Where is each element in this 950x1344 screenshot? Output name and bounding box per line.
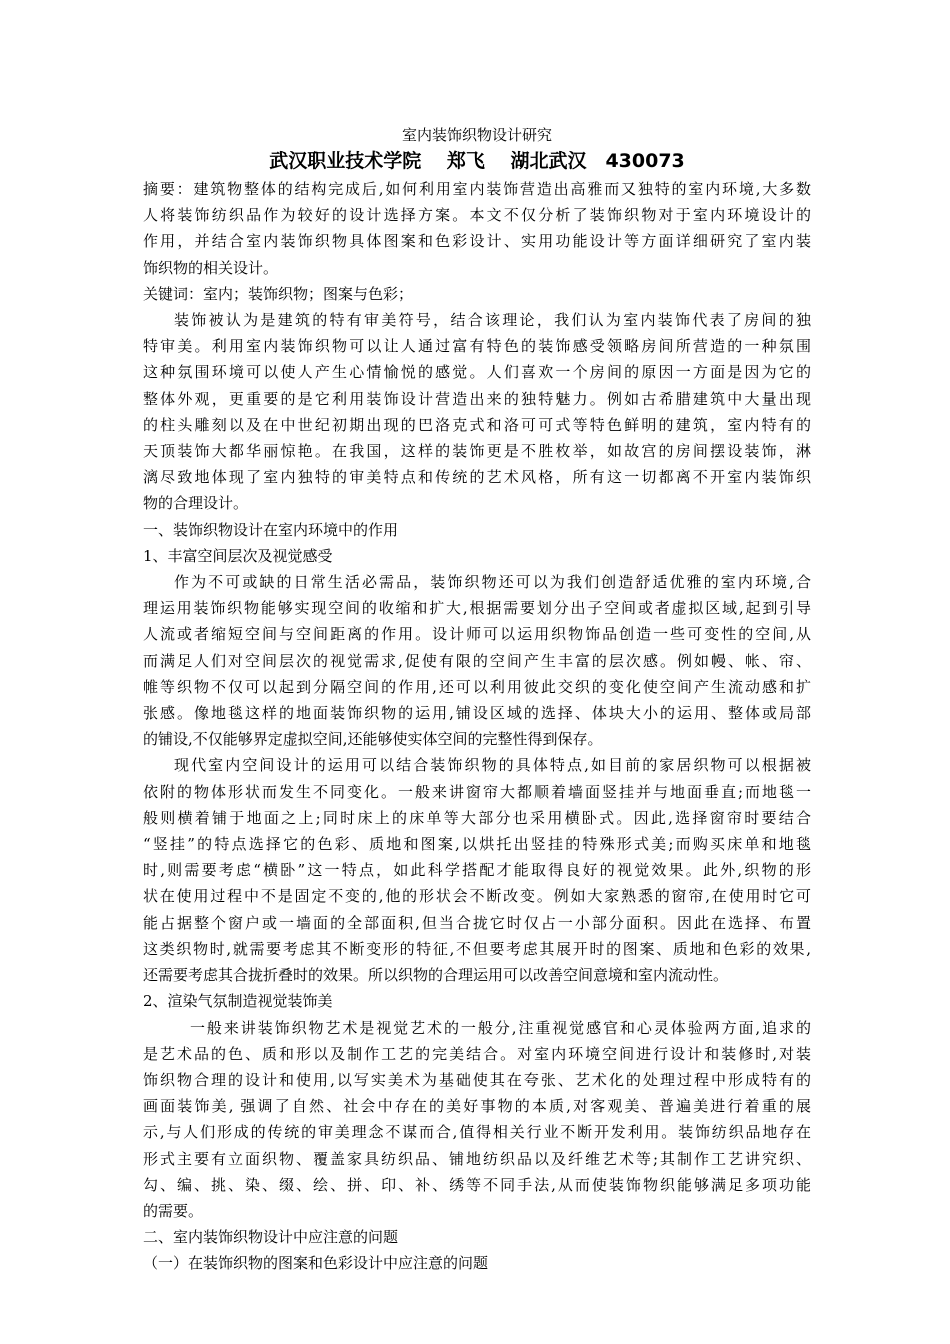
paragraph-line: 依附的物体形状而发生不同变化。一般来讲窗帘大都顺着墙面竖挂并与地面垂直;而地毯一 [143, 782, 811, 801]
paragraph-line: 示,与人们形成的传统的审美理念不谋而合,值得相关行业不断开发利用。装饰纺织品地存在 [143, 1123, 811, 1142]
abstract [143, 176, 811, 281]
section-heading: 二、室内装饰织物设计中应注意的问题 [143, 1228, 399, 1247]
body-paragraph [143, 752, 811, 988]
body-paragraph [143, 569, 811, 752]
paragraph-line: 装饰被认为是建筑的特有审美符号，结合该理论，我们认为室内装饰代表了房间的独 [174, 311, 811, 330]
abstract-line: 摘要：建筑物整体的结构完成后,如何利用室内装饰营造出高雅而又独特的室内环境,大多数 [143, 180, 811, 198]
paper-title: 室内装饰织物设计研究 [401, 126, 552, 144]
paragraph-line: 般则横着铺于地面之上;同时床上的床单等大部分也采用横卧式。因此,选择窗帘时要结合 [143, 808, 811, 827]
paragraph-line: 饰织物合理的设计和使用,以写实美术为基础使其在夸张、艺术化的处理过程中形成特有的 [143, 1070, 811, 1089]
author-affiliation-line: 武汉职业技术学院 郑飞 湖北武汉 430073 [269, 150, 685, 172]
intro-paragraph [143, 307, 811, 517]
paragraph-line: 作为不可或缺的日常生活必需品，装饰织物还可以为我们创造舒适优雅的室内环境,合 [174, 573, 811, 592]
paragraph-line: “竖挂”的特点选择它的色彩、质地和图案,以烘托出竖挂的特殊形式美;而购买床单和地毯 [143, 835, 811, 854]
keywords: 关键词：室内；装饰织物；图案与色彩； [143, 284, 414, 303]
paragraph-line: 时,则需要考虑“横卧”这一特点，如此科学搭配才能取得良好的视觉效果。此外,织物的形 [143, 861, 811, 880]
paragraph-line: 物的合理设计。 [143, 494, 249, 513]
paragraph-line: 画面装饰美, 强调了自然、社会中存在的美好事物的本质,对客观美、普遍美进行着重的展 [143, 1097, 811, 1116]
subsection-heading: 2、渲染气氛制造视觉装饰美 [143, 992, 333, 1011]
paragraph-line: 的柱头雕刻以及在中世纪初期出现的巴洛克式和洛可可式等特色鲜明的建筑，室内特有的 [143, 415, 811, 434]
paragraph-line: 能占据整个窗户或一墙面的全部面积,但当合拢它时仅占一小部分面积。因此在选择、布置 [143, 913, 811, 932]
paragraph-line: 勾、编、挑、染、缀、绘、拼、印、补、绣等不同手法,从而使装饰物织能够满足多项功能 [143, 1175, 811, 1194]
paragraph-line: 还需要考虑其合拢折叠时的效果。所以织物的合理运用可以改善空间意境和室内流动性。 [143, 966, 729, 985]
paragraph-line: 这种氛围环境可以使人产生心情愉悦的感觉。人们喜欢一个房间的原因一方面是因为它的 [143, 363, 811, 382]
paragraph-line: 漓尽致地体现了室内独特的审美特点和传统的艺术风格，所有这一切都离不开室内装饰织 [143, 468, 811, 487]
abstract-line: 作用，并结合室内装饰织物具体图案和色彩设计、实用功能设计等方面详细研究了室内装 [143, 232, 811, 251]
section-heading: 一、装饰织物设计在室内环境中的作用 [143, 520, 399, 539]
body-paragraph [143, 1015, 811, 1225]
paragraph-line: 特审美。利用室内装饰织物可以让人通过富有特色的装饰感受领略房间所营造的一种氛围 [143, 337, 811, 356]
paragraph-line: 一般来讲装饰织物艺术是视觉艺术的一般分,注重视觉感官和心灵体验两方面,追求的 [190, 1018, 811, 1037]
abstract-line: 饰织物的相关设计。 [143, 258, 279, 277]
subsection-heading: （一）在装饰织物的图案和色彩设计中应注意的问题 [143, 1254, 489, 1273]
paragraph-line: 帷等织物不仅可以起到分隔空间的作用,还可以利用彼此交织的变化使空间产生流动感和扩 [143, 677, 811, 696]
paragraph-line: 的铺设,不仅能够界定虚拟空间,还能够使实体空间的完整性得到保存。 [143, 730, 603, 749]
paragraph-line: 人流或者缩短空间与空间距离的作用。设计师可以运用织物饰品创造一些可变性的空间,从 [143, 625, 811, 644]
abstract-line: 人将装饰纺织品作为较好的设计选择方案。本文不仅分析了装饰织物对于室内环境设计的 [143, 206, 811, 225]
paragraph-line: 天顶装饰大都华丽惊艳。在我国，这样的装饰更是不胜枚举，如故宫的房间摆设装饰，淋 [143, 442, 811, 461]
paragraph-line: 是艺术品的色、质和形以及制作工艺的完美结合。对室内环境空间进行设计和装修时,对装 [143, 1044, 811, 1063]
paragraph-line: 整体外观，更重要的是它利用装饰设计营造出来的独特魅力。例如古希腊建筑中大量出现 [143, 389, 811, 408]
paragraph-line: 状在使用过程中不是固定不变的,他的形状会不断改变。例如大家熟悉的窗帘,在使用时它可 [143, 887, 811, 906]
paragraph-line: 形式主要有立面织物、覆盖家具纺织品、铺地纺织品以及纤维艺术等;其制作工艺讲究织、 [143, 1149, 811, 1168]
document-page [143, 124, 811, 1277]
paragraph-line: 理运用装饰织物能够实现空间的收缩和扩大,根据需要划分出子空间或者虚拟区域,起到引导 [143, 599, 811, 618]
paragraph-line: 张感。像地毯这样的地面装饰织物的运用,铺设区域的选择、体块大小的运用、整体或局部 [143, 704, 811, 723]
paragraph-line: 现代室内空间设计的运用可以结合装饰织物的具体特点,如目前的家居织物可以根据被 [174, 756, 811, 775]
paragraph-line: 而满足人们对空间层次的视觉需求,促使有限的空间产生丰富的层次感。例如幔、帐、帘、 [143, 651, 811, 670]
paragraph-line: 这类织物时,就需要考虑其不断变形的特征,不但要考虑其展开时的图案、质地和色彩的效果, [143, 939, 811, 958]
paragraph-line: 的需要。 [143, 1201, 204, 1220]
subsection-heading: 1、丰富空间层次及视觉感受 [143, 546, 333, 565]
